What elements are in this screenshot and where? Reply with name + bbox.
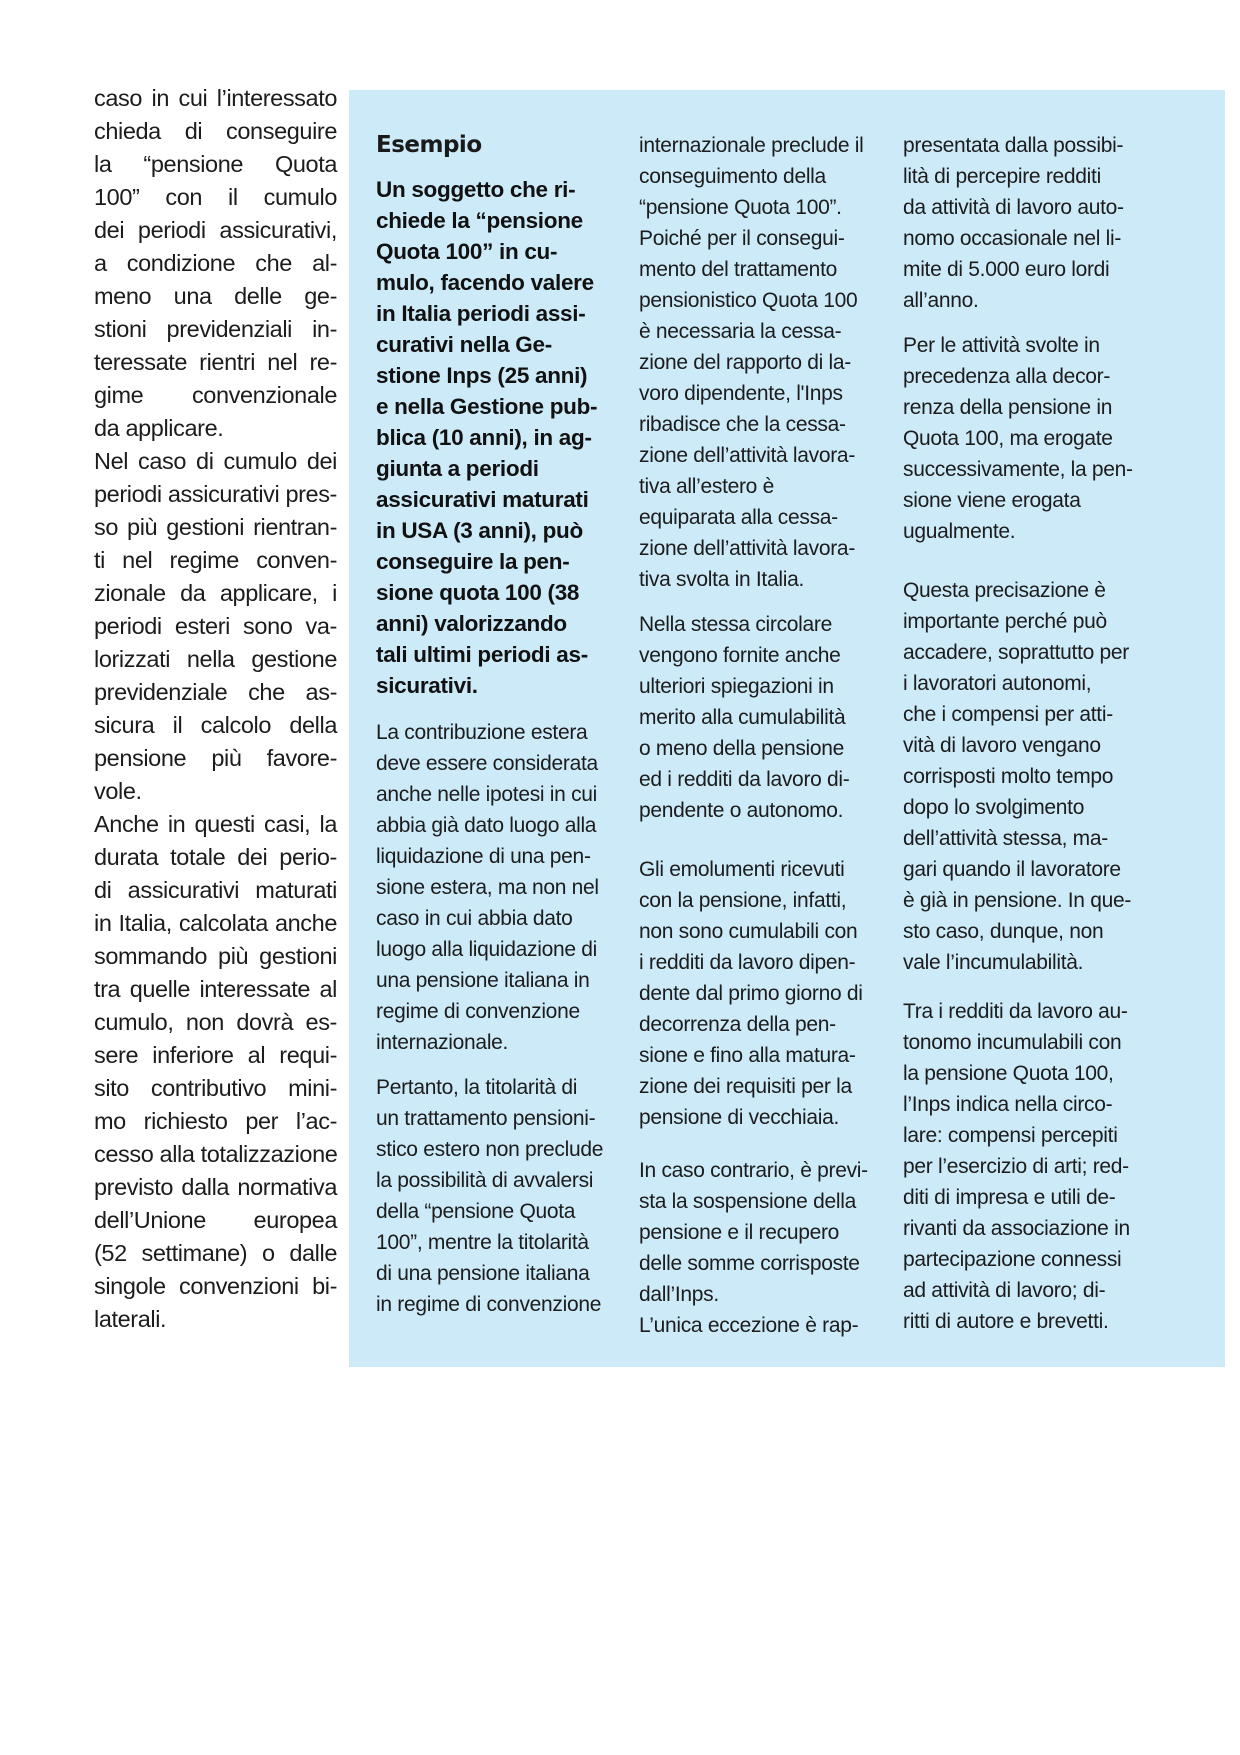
text-line: sommando più gestioni <box>94 943 337 969</box>
example-column-3 <box>903 130 1148 1351</box>
text-line: periodi esteri sono va- <box>94 613 337 639</box>
text-line: previdenziale che as- <box>94 679 337 705</box>
example-lead-paragraph: Un soggetto che ri- chiede la “pensione Quota 100” in cu- mulo, facendo valere in Italia periodi assi- curativi nella Ge- stione Inps (25 anni) e nella Gestione pub- blica (10 anni), in ag- giunta a periodi assicurativi maturati in USA (3 anni), può conseguire la pen- sione quota 100 (38 anni) valorizzando tali ultimi periodi as- sicurativi. <box>376 177 598 698</box>
text-line: 100” con il cumulo <box>94 184 337 210</box>
text-line: periodi assicurativi pres- <box>94 481 337 507</box>
paragraph: presentata dalla possibi- lità di percepire redditi da attività di lavoro auto- nomo occasionale nel li- mite di 5.000 euro lordi all’anno. <box>903 134 1124 312</box>
text-line: da applicare. <box>94 415 224 441</box>
text-line: mo richiesto per l’ac- <box>94 1108 337 1134</box>
paragraph: internazionale preclude il conseguimento della “pensione Quota 100”. Poiché per il consegui- mento del trattamento pensionistico Quota 100 è necessaria la cessa- zione del rapporto di la- voro dipendente, l'Inps ribadisce che la cessa- zione dell’attività lavora- tiva all’estero è equiparata alla cessa- zione dell’attività lavora- tiva svolta in Italia. <box>639 134 864 591</box>
text-line: vole. <box>94 778 142 804</box>
text-line: sicura il calcolo della <box>94 712 337 738</box>
text-line: chieda di conseguire <box>94 118 337 144</box>
paragraph: La contribuzione estera deve essere considerata anche nelle ipotesi in cui abbia già dato luogo alla liquidazione di una pen- sione estera, ma non nel caso in cui abbia dato luogo alla liquidazione di una pensione italiana in regime di convenzione internazionale. <box>376 721 599 1054</box>
text-line: singole convenzioni bi- <box>94 1273 337 1299</box>
text-line: previsto dalla normativa <box>94 1174 337 1200</box>
text-line: tra quelle interessate al <box>94 976 337 1002</box>
text-line: pensione più favore- <box>94 745 337 771</box>
text-line: di assicurativi maturati <box>94 877 337 903</box>
example-box <box>349 90 1225 1367</box>
paragraph: Gli emolumenti ricevuti con la pensione, infatti, non sono cumulabili con i redditi da lavoro dipen- dente dal primo giorno di decorrenza della pen- sione e fino alla matura- zione dei requisiti per la pensione di vecchiaia. <box>639 858 863 1129</box>
text-line: (52 settimane) o dalle <box>94 1240 337 1266</box>
text-line: laterali. <box>94 1306 167 1332</box>
paragraph: Pertanto, la titolarità di un trattamento pensioni- stico estero non preclude la possibilità di avvalersi della “pensione Quota 100”, mentre la titolarità di una pensione italiana in regime di convenzione <box>376 1076 604 1316</box>
text-line: stioni previdenziali in- <box>94 316 337 342</box>
text-line: Anche in questi casi, la <box>94 811 337 837</box>
paragraph: Per le attività svolte in precedenza alla decor- renza della pensione in Quota 100, ma erogate successivamente, la pen- sione viene erogata ugualmente. <box>903 334 1133 543</box>
text-line: ti nel regime conven- <box>94 547 337 573</box>
text-line: dei periodi assicurativi, <box>94 217 337 243</box>
example-title: Esempio <box>376 132 482 158</box>
text-line: sere inferiore al requi- <box>94 1042 337 1068</box>
paragraph: In caso contrario, è previ- sta la sospensione della pensione e il recupero delle somme corrisposte dall’Inps. <box>639 1159 868 1306</box>
example-column-1 <box>376 130 616 1334</box>
text-line: cesso alla totalizzazione <box>94 1141 338 1167</box>
left-text-column <box>94 82 337 1336</box>
paragraph: Questa precisazione è importante perché può accadere, soprattutto per i lavoratori autonomi, che i compensi per atti- vità di lavoro vengano corrisposti molto tempo dopo lo svolgimento dell’attività stessa, ma- gari quando il lavoratore è già in pensione. In que- sto caso, dunque, non vale l’incumulabilità. <box>903 579 1132 974</box>
paragraph: Nella stessa circolare vengono fornite anche ulteriori spiegazioni in merito alla cumulabilità o meno della pensione ed i redditi da lavoro di- pendente o autonomo. <box>639 613 850 822</box>
text-line: dell’Unione europea <box>94 1207 337 1233</box>
text-line: la “pensione Quota <box>94 151 337 177</box>
text-line: cumulo, non dovrà es- <box>94 1009 337 1035</box>
text-line: gime convenzionale <box>94 382 337 408</box>
paragraph: Tra i redditi da lavoro au- tonomo incumulabili con la pensione Quota 100, l’Inps indica nella circo- lare: compensi percepiti per l’esercizio di arti; red- diti di impresa e utili de- rivanti da associazione in partecipazione connessi ad attività di lavoro; di- ritti di autore e brevetti. <box>903 1000 1130 1333</box>
text-line: durata totale dei perio- <box>94 844 337 870</box>
text-line: Nel caso di cumulo dei <box>94 448 337 474</box>
text-line: caso in cui l’interessato <box>94 85 337 111</box>
paragraph: L’unica eccezione è rap- <box>639 1314 859 1337</box>
text-line: zionale da applicare, i <box>94 580 337 606</box>
text-line: so più gestioni rientran- <box>94 514 337 540</box>
text-line: a condizione che al- <box>94 250 337 276</box>
text-line: teressate rientri nel re- <box>94 349 337 375</box>
text-line: lorizzati nella gestione <box>94 646 337 672</box>
text-line: meno una delle ge- <box>94 283 337 309</box>
text-line: in Italia, calcolata anche <box>94 910 337 936</box>
example-column-2 <box>639 130 879 1355</box>
text-line: sito contributivo mini- <box>94 1075 337 1101</box>
